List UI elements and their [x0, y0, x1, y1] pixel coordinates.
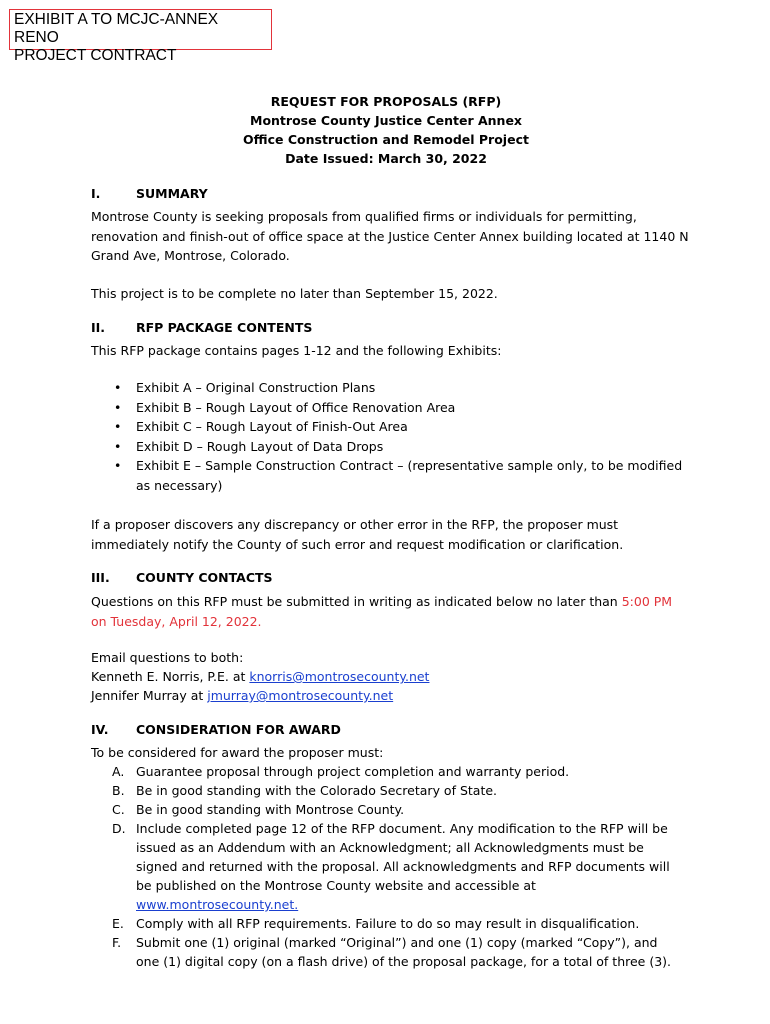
award-intro: To be considered for award the proposer must: [91, 745, 384, 760]
list-text: Guarantee proposal through project completion and warranty period. [136, 764, 570, 779]
section-3-heading: COUNTY CONTACTS [136, 570, 273, 585]
list-item [112, 762, 682, 781]
list-text: Comply with all RFP requirements. Failure to do so may result in disqualification. [136, 916, 640, 931]
list-marker: A. [112, 764, 125, 779]
list-text: Include completed page 12 of the RFP document. Any modification to the RFP will be issued as an Addendum with an Acknowledgment; all Acknowledgments must be signed and returned with the proposal. All acknowledgments and RFP documents will be published on the Montrose County website and accessible at [136, 821, 670, 893]
list-item: • Exhibit E – Sample Construction Contract – (representative sample only, to be modified as necessary) [112, 456, 687, 495]
list-text: Be in good standing with the Colorado Secretary of State. [136, 783, 498, 798]
contact-norris-label: Kenneth E. Norris, P.E. at [91, 669, 250, 684]
norris-email-link[interactable]: knorris@montrosecounty.net [249, 669, 430, 684]
contact-murray-label: Jennifer Murray at [91, 688, 208, 703]
list-marker: D. [112, 821, 126, 836]
exhibit-stamp [9, 9, 272, 64]
title-line-4: Date Issued: March 30, 2022 [285, 151, 487, 166]
list-marker: F. [112, 935, 122, 950]
list-marker: C. [112, 802, 125, 817]
section-2-number: II. [91, 320, 106, 335]
exhibit-list [112, 378, 687, 495]
section-1-number: I. [91, 186, 101, 201]
list-item: • Exhibit A – Original Construction Plans [112, 378, 687, 398]
murray-email-link[interactable]: jmurray@montrosecounty.net [207, 688, 394, 703]
list-item [112, 933, 682, 971]
stamp-line-1: EXHIBIT A TO MCJC-ANNEX RENO [14, 11, 219, 46]
completion-paragraph: This project is to be complete no later than September 15, 2022. [91, 286, 498, 301]
questions-text: Questions on this RFP must be submitted in writing as indicated below no later than [91, 594, 622, 609]
questions-deadline: 5:00 PM on Tuesday, April 12, 2022. [91, 594, 673, 629]
contact-norris [91, 667, 691, 687]
section-2-heading: RFP PACKAGE CONTENTS [136, 320, 313, 335]
list-item [112, 781, 682, 800]
list-text: Submit one (1) original (marked “Original”) and one (1) copy (marked “Copy”), and one (1) digital copy (on a flash drive) of the proposal package, for a total of three (3). [136, 935, 672, 969]
stamp-line-2: PROJECT CONTRACT [14, 47, 177, 64]
discrepancy-paragraph: If a proposer discovers any discrepancy or other error in the RFP, the proposer must immediately notify the County of such error and request modification or clarification. [91, 517, 624, 552]
title-line-3: Office Construction and Remodel Project [243, 132, 529, 147]
section-4-heading: CONSIDERATION FOR AWARD [136, 722, 341, 737]
list-text: Be in good standing with Montrose County. [136, 802, 405, 817]
list-marker: B. [112, 783, 125, 798]
title-line-1: REQUEST FOR PROPOSALS (RFP) [270, 94, 502, 109]
summary-paragraph: Montrose County is seeking proposals from qualified firms or individuals for permitting, renovation and finish-out of office space at the Justice Center Annex building located at 1140 N Grand Ave, Montrose, Colorado. [91, 209, 689, 263]
list-item: • Exhibit C – Rough Layout of Finish-Out Area [112, 417, 687, 437]
list-item: • Exhibit D – Rough Layout of Data Drops [112, 437, 687, 457]
list-item [112, 819, 682, 914]
county-website-link[interactable]: www.montrosecounty.net. [136, 897, 299, 912]
award-requirements-list [112, 762, 682, 971]
section-3-number: III. [91, 570, 110, 585]
section-1-heading: SUMMARY [136, 186, 208, 201]
list-item [112, 914, 682, 933]
list-marker: E. [112, 916, 124, 931]
list-item: • Exhibit B – Rough Layout of Office Renovation Area [112, 398, 687, 418]
questions-paragraph [91, 592, 691, 631]
email-intro: Email questions to both: [91, 650, 244, 665]
title-line-2: Montrose County Justice Center Annex [250, 113, 522, 128]
list-item [112, 800, 682, 819]
contact-murray [91, 686, 691, 706]
package-paragraph: This RFP package contains pages 1-12 and the following Exhibits: [91, 343, 502, 358]
section-4-number: IV. [91, 722, 109, 737]
